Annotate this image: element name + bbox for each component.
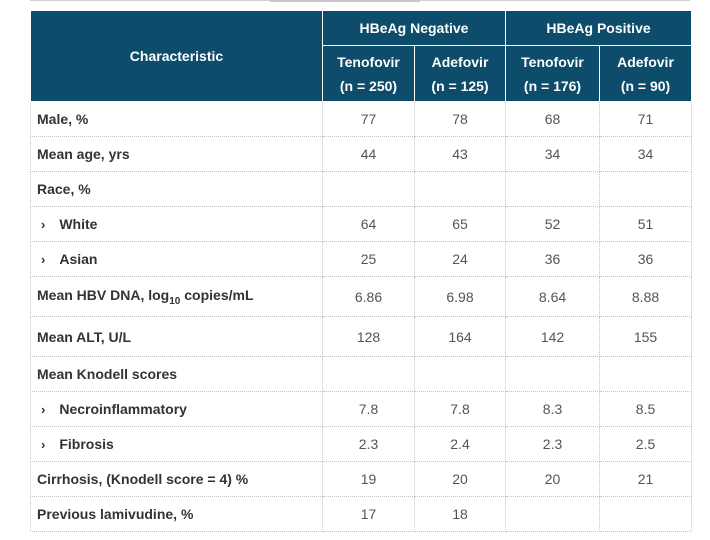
table-row bbox=[31, 102, 692, 137]
group-header-negative: HBeAg Negative bbox=[323, 11, 506, 46]
table-row bbox=[31, 427, 692, 462]
table-cell: 20 bbox=[415, 462, 506, 497]
table-cell: 2.5 bbox=[600, 427, 692, 462]
row-label: Fibrosis bbox=[59, 436, 114, 452]
table-cell: 68 bbox=[506, 102, 600, 137]
table-cell: 8.3 bbox=[506, 392, 600, 427]
arm-header bbox=[323, 46, 415, 102]
row-label: Mean ALT, U/L bbox=[31, 317, 323, 357]
table-cell: 2.3 bbox=[323, 427, 415, 462]
row-label-cell bbox=[31, 242, 323, 277]
table-cell bbox=[506, 357, 600, 392]
characteristic-header: Characteristic bbox=[31, 11, 323, 102]
table-cell: 19 bbox=[323, 462, 415, 497]
table-cell: 17 bbox=[323, 497, 415, 532]
table-cell: 128 bbox=[323, 317, 415, 357]
arm-n: (n = 176) bbox=[523, 77, 582, 94]
table-cell: 155 bbox=[600, 317, 692, 357]
header-row-groups bbox=[31, 11, 692, 46]
table-cell: 34 bbox=[600, 137, 692, 172]
table-cell: 34 bbox=[506, 137, 600, 172]
table-cell: 142 bbox=[506, 317, 600, 357]
table-row bbox=[31, 462, 692, 497]
table-cell: 18 bbox=[415, 497, 506, 532]
row-label-cell bbox=[31, 277, 323, 317]
row-label-cell bbox=[31, 392, 323, 427]
table-row bbox=[31, 357, 692, 392]
chevron-right-icon: › bbox=[41, 217, 46, 232]
table-cell: 8.5 bbox=[600, 392, 692, 427]
table-cell: 6.86 bbox=[323, 277, 415, 317]
chevron-right-icon: › bbox=[41, 402, 46, 417]
table-cell bbox=[415, 357, 506, 392]
table-cell bbox=[506, 172, 600, 207]
table-cell: 25 bbox=[323, 242, 415, 277]
row-label: Asian bbox=[59, 251, 98, 267]
row-label: Race, % bbox=[31, 172, 323, 207]
chevron-right-icon: › bbox=[41, 437, 46, 452]
table-cell: 8.88 bbox=[600, 277, 692, 317]
table-row bbox=[31, 497, 692, 532]
table-cell: 8.64 bbox=[506, 277, 600, 317]
table-cell bbox=[323, 357, 415, 392]
table-cell: 52 bbox=[506, 207, 600, 242]
table-cell: 78 bbox=[415, 102, 506, 137]
arm-n: (n = 125) bbox=[431, 77, 489, 94]
row-label: Previous lamivudine, % bbox=[31, 497, 323, 532]
row-label: Mean HBV DNA, log bbox=[37, 286, 170, 303]
table-row bbox=[31, 172, 692, 207]
table-cell: 64 bbox=[323, 207, 415, 242]
table-cell: 24 bbox=[415, 242, 506, 277]
table-row bbox=[31, 207, 692, 242]
table-cell: 164 bbox=[415, 317, 506, 357]
row-label: Cirrhosis, (Knodell score = 4) % bbox=[31, 462, 323, 497]
table-cell bbox=[506, 497, 600, 532]
table-cell: 21 bbox=[600, 462, 692, 497]
row-label: Necroinflammatory bbox=[59, 401, 187, 417]
table-cell: 2.4 bbox=[415, 427, 506, 462]
table-cell: 44 bbox=[323, 137, 415, 172]
table-cell: 6.98 bbox=[415, 277, 506, 317]
table-cell: 36 bbox=[506, 242, 600, 277]
table-row bbox=[31, 392, 692, 427]
table-cell: 71 bbox=[600, 102, 692, 137]
baseline-characteristics-table bbox=[30, 10, 692, 532]
row-label-suffix: copies/mL bbox=[180, 286, 254, 303]
table-cell: 77 bbox=[323, 102, 415, 137]
table-row bbox=[31, 137, 692, 172]
arm-n: (n = 250) bbox=[339, 77, 398, 94]
row-label: Mean age, yrs bbox=[31, 137, 323, 172]
row-label-cell bbox=[31, 207, 323, 242]
arm-drug: Adefovir bbox=[617, 53, 674, 70]
top-rule-mark bbox=[270, 0, 420, 2]
row-label: White bbox=[59, 216, 98, 232]
table-cell bbox=[600, 357, 692, 392]
table-cell bbox=[323, 172, 415, 207]
table-cell: 43 bbox=[415, 137, 506, 172]
table-row bbox=[31, 277, 692, 317]
row-label: Mean Knodell scores bbox=[31, 357, 323, 392]
arm-n: (n = 90) bbox=[620, 77, 671, 94]
arm-drug: Tenofovir bbox=[337, 53, 400, 70]
group-header-positive: HBeAg Positive bbox=[506, 11, 692, 46]
arm-header bbox=[506, 46, 600, 102]
arm-drug: Adefovir bbox=[431, 53, 489, 70]
table-cell: 7.8 bbox=[415, 392, 506, 427]
table-cell bbox=[415, 172, 506, 207]
arm-header bbox=[600, 46, 692, 102]
arm-header bbox=[415, 46, 506, 102]
table-cell: 2.3 bbox=[506, 427, 600, 462]
row-label-subscript: 10 bbox=[169, 295, 181, 307]
arm-drug: Tenofovir bbox=[521, 53, 584, 70]
table-cell bbox=[600, 497, 692, 532]
row-label-cell bbox=[31, 427, 323, 462]
table-row bbox=[31, 242, 692, 277]
table-cell: 7.8 bbox=[323, 392, 415, 427]
table-cell: 36 bbox=[600, 242, 692, 277]
table-cell: 20 bbox=[506, 462, 600, 497]
row-label: Male, % bbox=[31, 102, 323, 137]
table-cell: 51 bbox=[600, 207, 692, 242]
chevron-right-icon: › bbox=[41, 252, 46, 267]
table-cell bbox=[600, 172, 692, 207]
table-cell: 65 bbox=[415, 207, 506, 242]
table-row bbox=[31, 317, 692, 357]
